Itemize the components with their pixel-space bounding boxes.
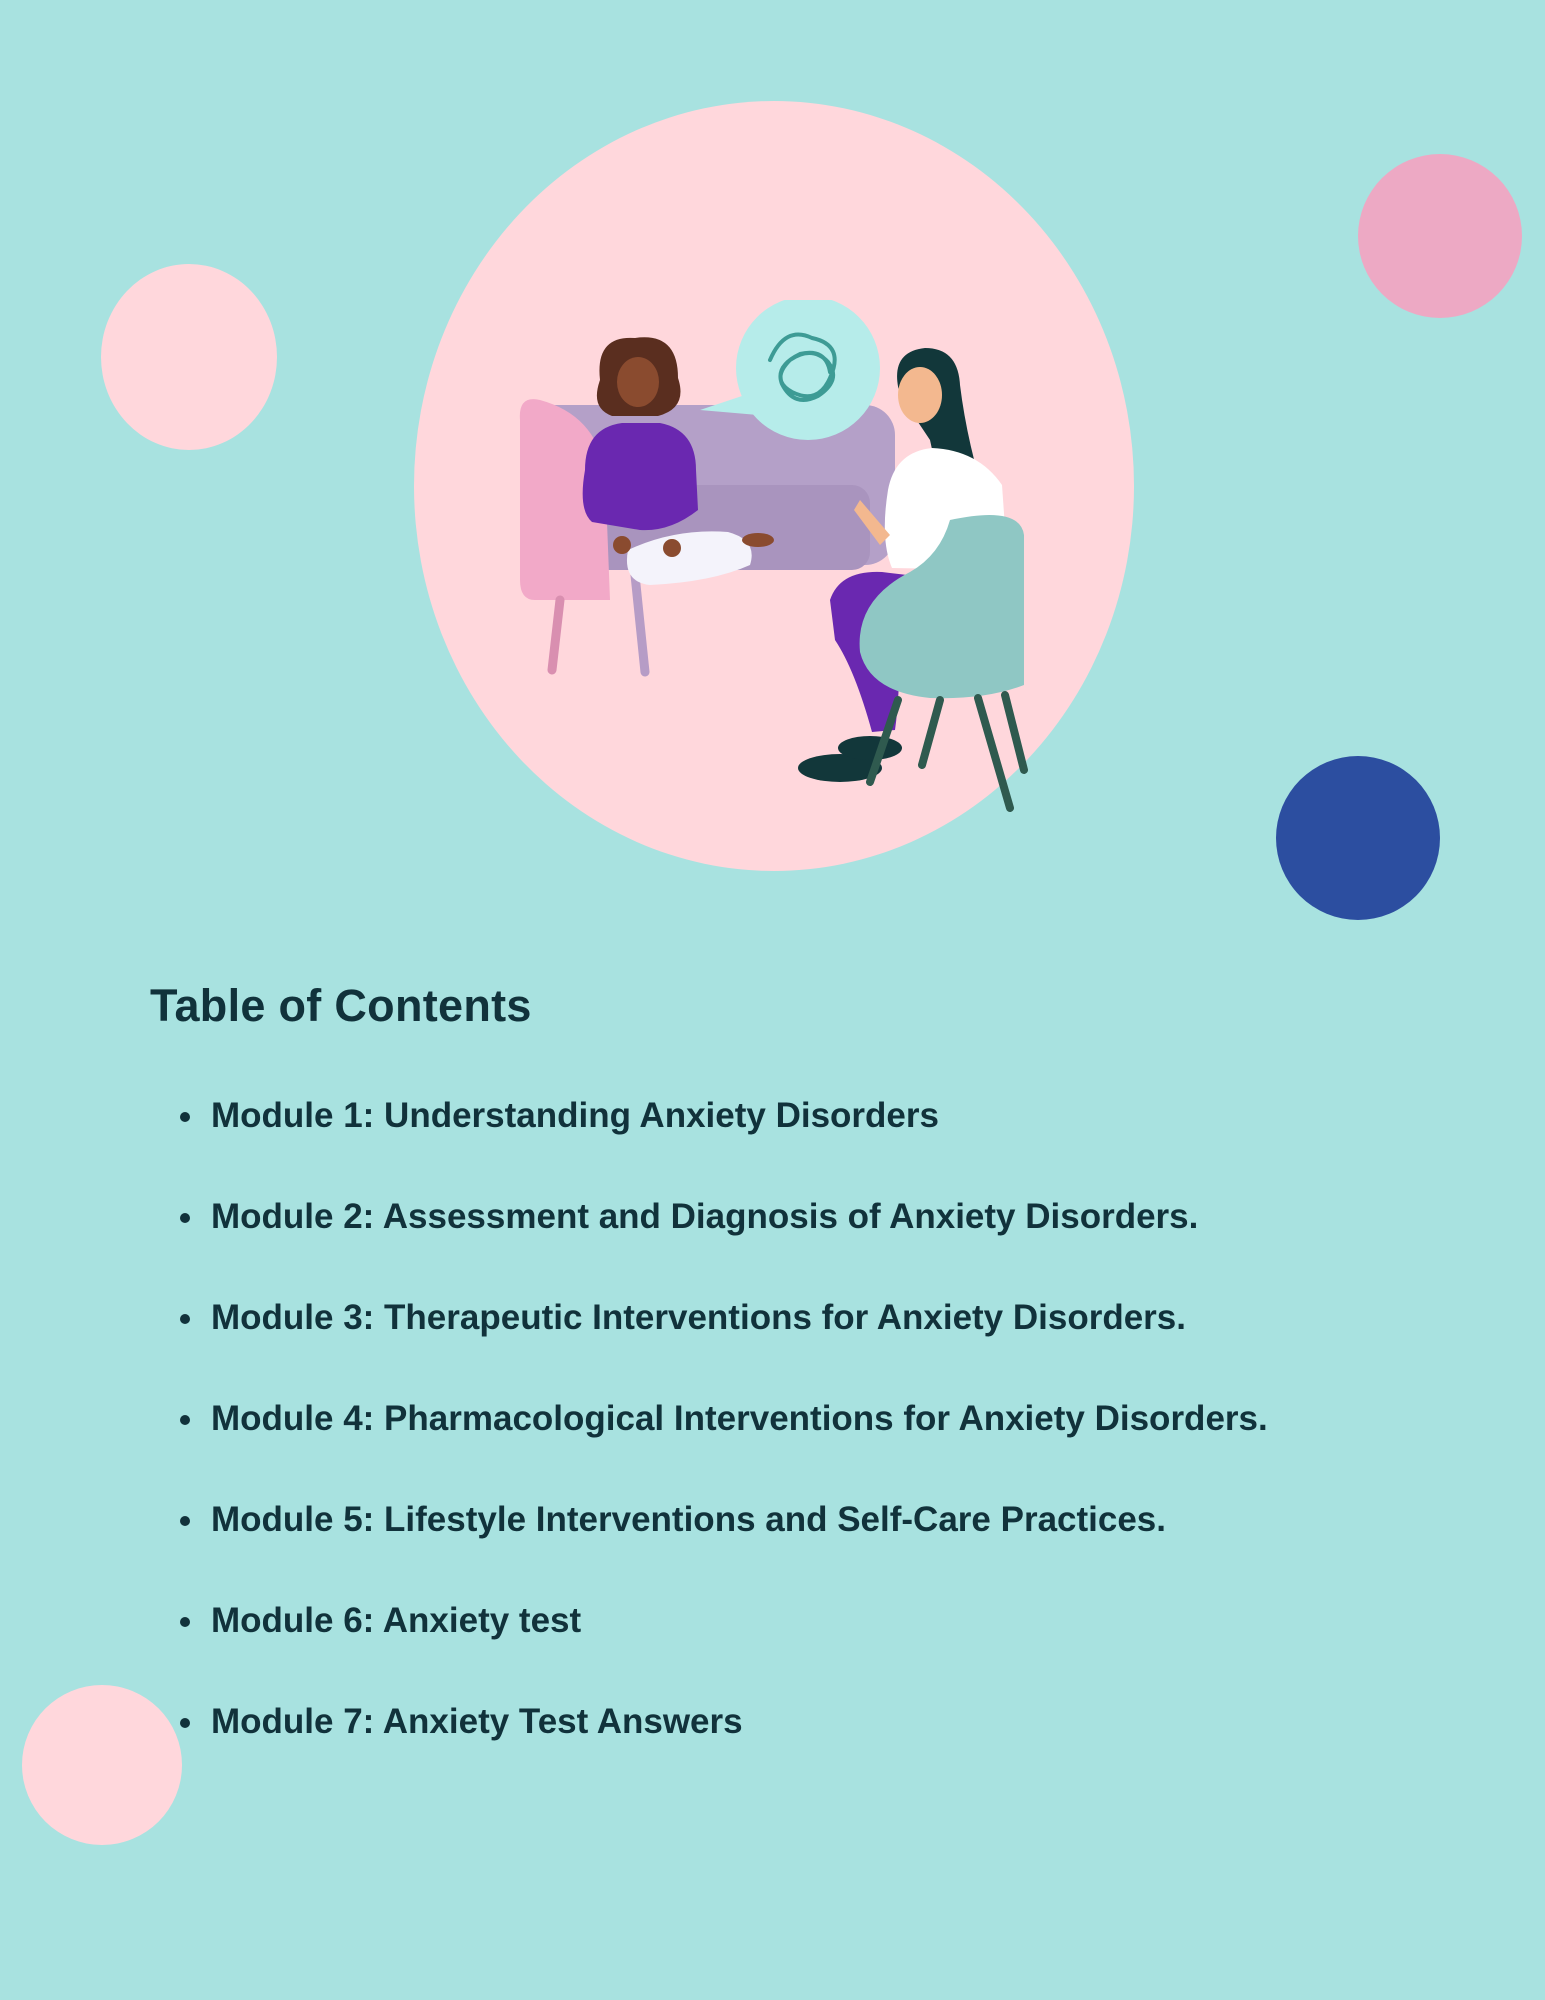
list-item (0, 1189, 1268, 1290)
bullet-icon (180, 1718, 190, 1728)
toc-list (0, 1088, 1268, 1795)
module-label: Module 6: Anxiety test (211, 1601, 582, 1640)
bullet-icon (180, 1415, 190, 1425)
toc-heading: Table of Contents (150, 980, 532, 1031)
module-label: Module 3: Therapeutic Interventions for Anxiety Disorders. (211, 1298, 1186, 1337)
left-pink-circle (101, 264, 277, 450)
right-magenta-circle (1358, 154, 1522, 318)
list-item (0, 1088, 1268, 1189)
module-label: Module 1: Understanding Anxiety Disorders (211, 1096, 939, 1135)
module-label: Module 7: Anxiety Test Answers (211, 1702, 743, 1741)
module-label: Module 5: Lifestyle Interventions and Self-Care Practices. (211, 1500, 1166, 1539)
bullet-icon (180, 1314, 190, 1324)
therapy-session-illustration (500, 300, 1040, 820)
module-label: Module 4: Pharmacological Interventions for Anxiety Disorders. (211, 1399, 1268, 1438)
bullet-icon (180, 1112, 190, 1122)
navy-circle (1276, 756, 1440, 920)
list-item (0, 1290, 1268, 1391)
list-item (0, 1492, 1268, 1593)
list-item (0, 1593, 1268, 1694)
list-item (0, 1694, 1268, 1795)
armchair (860, 515, 1024, 808)
bullet-icon (180, 1617, 190, 1627)
list-item (0, 1391, 1268, 1492)
bullet-icon (180, 1213, 190, 1223)
module-label: Module 2: Assessment and Diagnosis of Anxiety Disorders. (211, 1197, 1199, 1236)
bullet-icon (180, 1516, 190, 1526)
